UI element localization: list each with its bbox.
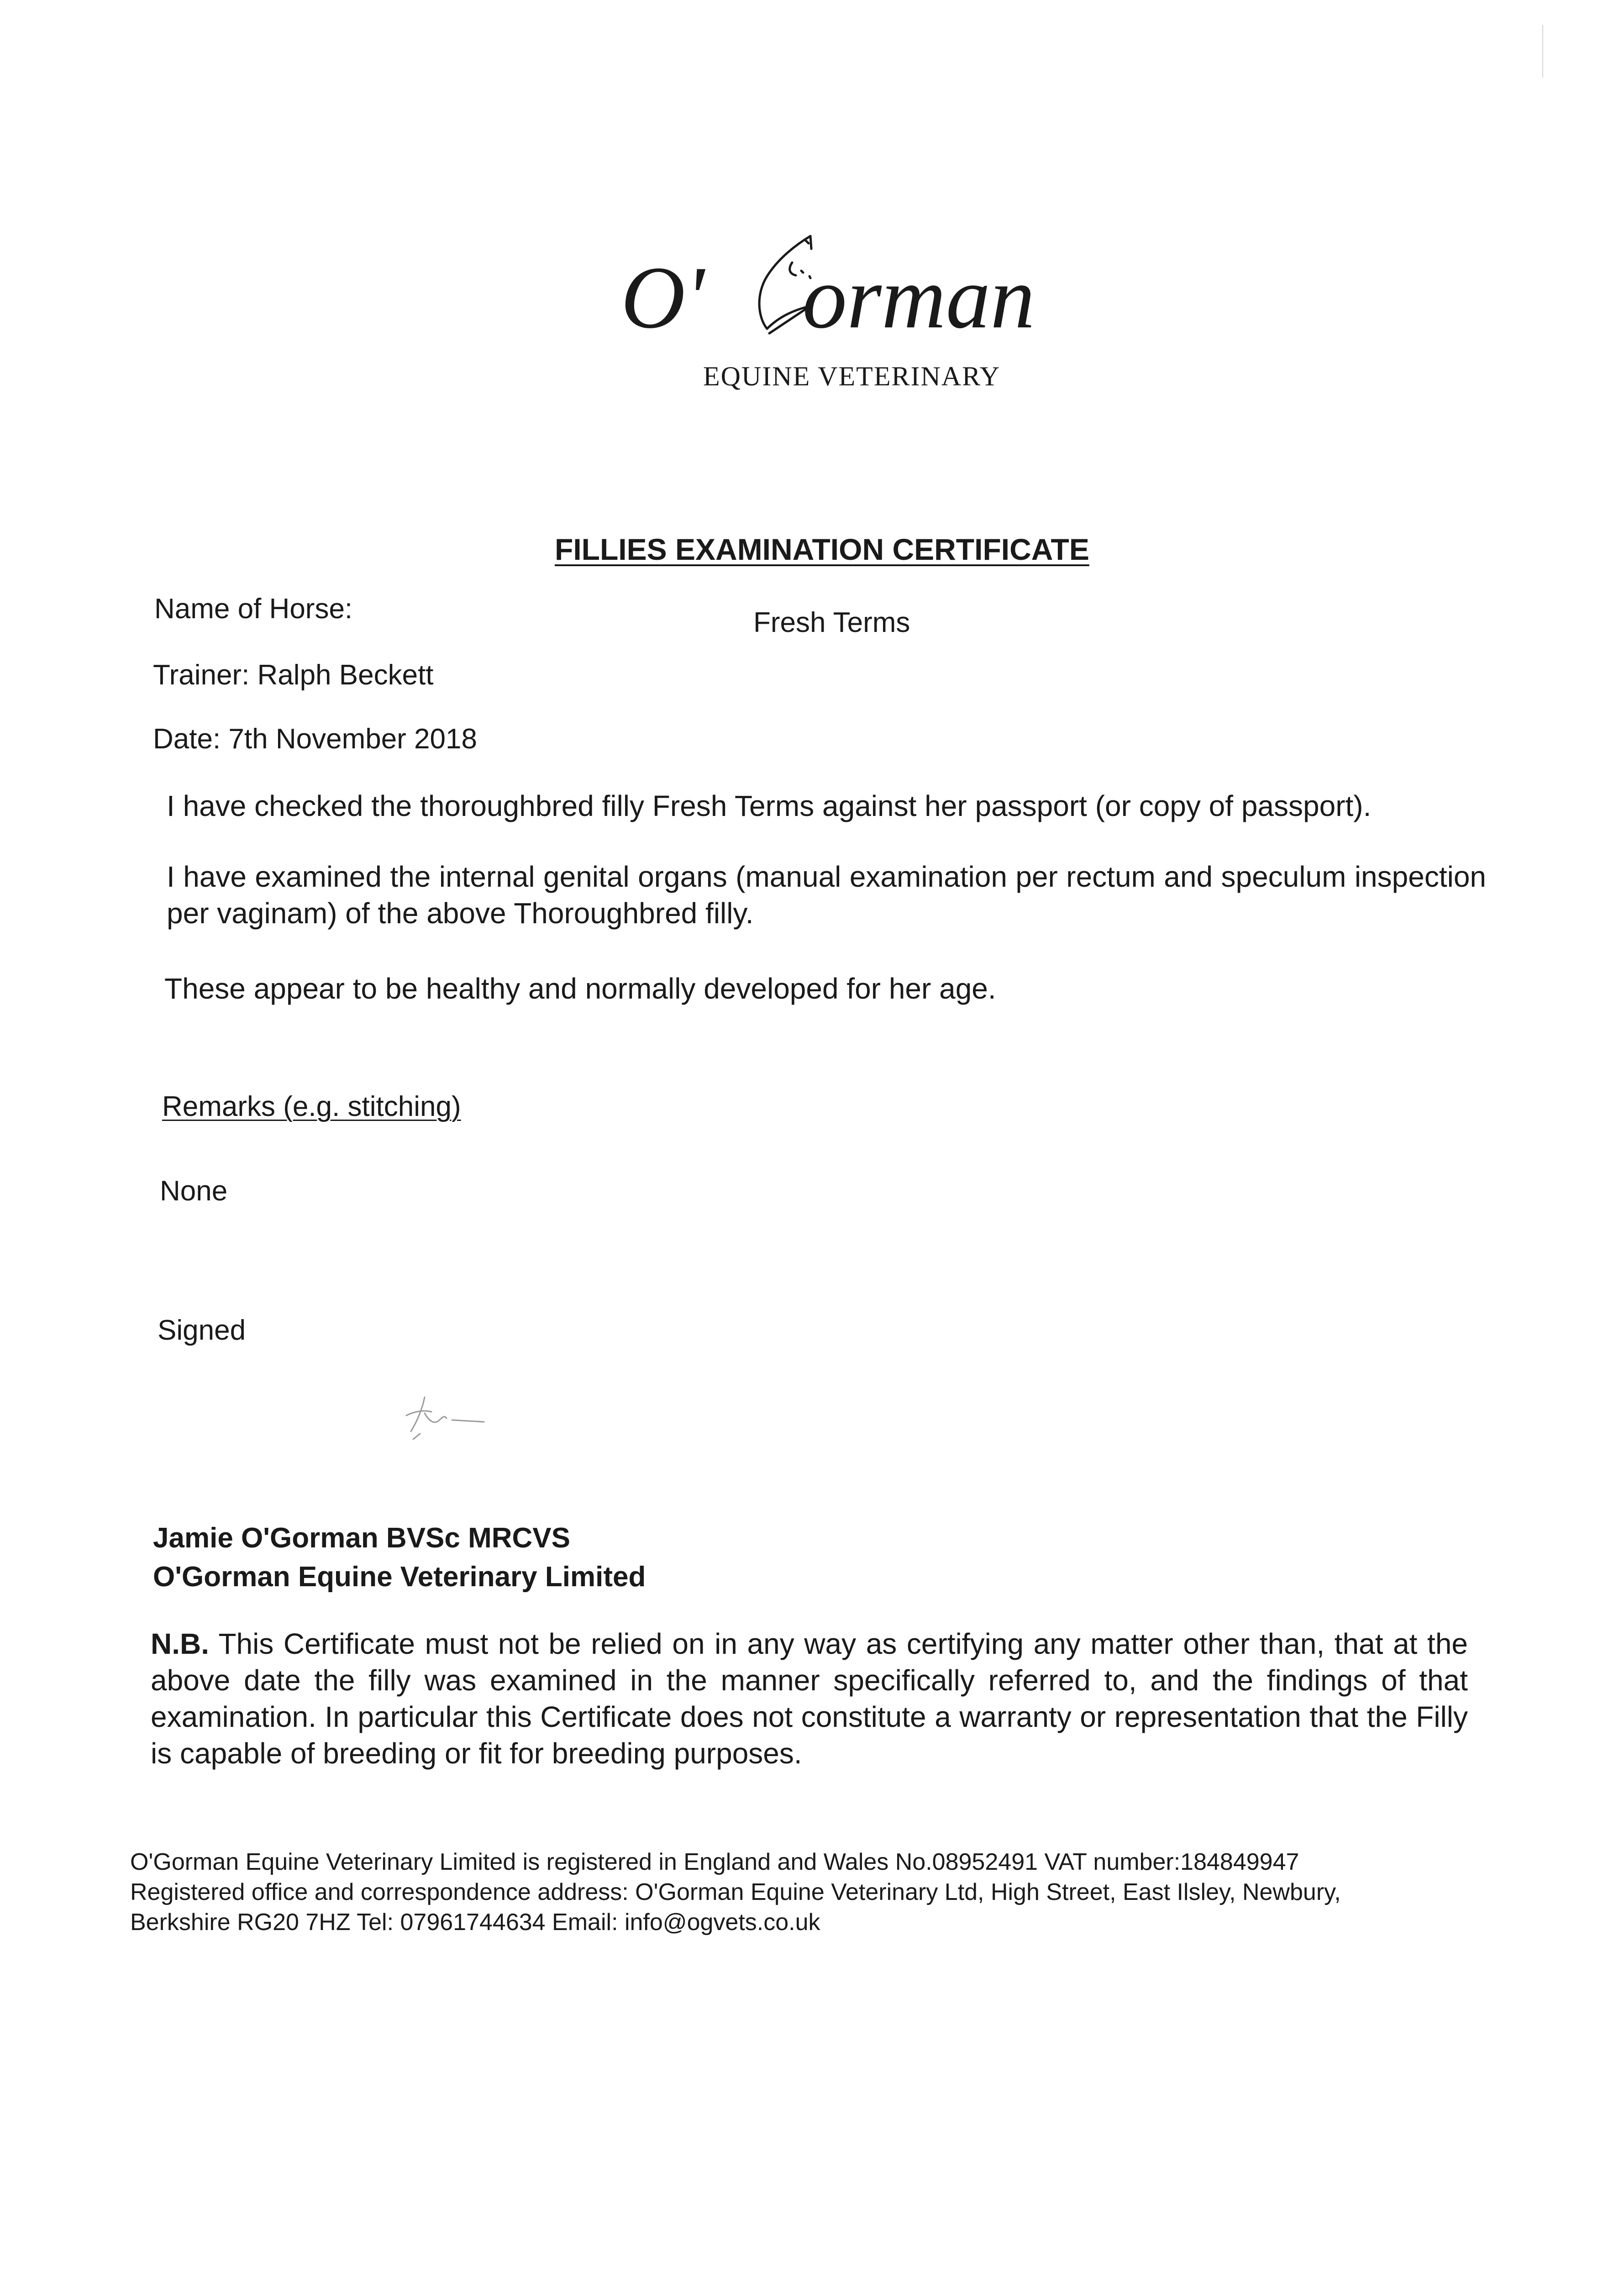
scan-edge-mark — [1542, 25, 1543, 78]
remarks-value: None — [160, 1175, 228, 1207]
footer-line-registration: O'Gorman Equine Veterinary Limited is registered in England and Wales No.08952491 VAT number:184849947 — [130, 1849, 1299, 1875]
brand-logo-text-left: O' — [621, 248, 704, 347]
date-line: Date: 7th November 2018 — [153, 723, 477, 755]
disclaimer-text: This Certificate must not be relied on in any way as certifying any matter other than, that at the above date the filly was examined in the manner specifically referred to, and the findings of that examination. In particular this Certificate does not constitute a warranty or representation that the Filly is capable of breeding or fit for breeding purposes. — [151, 1627, 1468, 1770]
trainer-line: Trainer: Ralph Beckett — [153, 659, 434, 691]
passport-check-paragraph: I have checked the thoroughbred filly Fresh Terms against her passport (or copy of passport). — [167, 789, 1372, 822]
horse-name-label: Name of Horse: — [154, 593, 353, 625]
certificate-title: FILLIES EXAMINATION CERTIFICATE — [555, 532, 1089, 566]
brand-logo-text-right: orman — [802, 248, 1035, 347]
handwritten-signature — [393, 1388, 502, 1443]
disclaimer-paragraph — [151, 1625, 1468, 1772]
examination-paragraph: I have examined the internal genital organs (manual examination per rectum and speculum inspection per vaginam) of the above Thoroughbred filly. — [167, 860, 1486, 930]
remarks-label: Remarks (e.g. stitching) — [162, 1091, 461, 1122]
disclaimer-label: N.B. — [151, 1627, 209, 1660]
registration-footer — [130, 1847, 1495, 1937]
signed-label: Signed — [158, 1315, 246, 1346]
horse-name-value: Fresh Terms — [753, 607, 910, 638]
footer-line-contact: Berkshire RG20 7HZ Tel: 07961744634 Email: info@ogvets.co.uk — [130, 1909, 820, 1936]
findings-paragraph: These appear to be healthy and normally developed for her age. — [164, 972, 996, 1005]
brand-subtitle: EQUINE VETERINARY — [703, 361, 1001, 391]
signer-company: O'Gorman Equine Veterinary Limited — [153, 1561, 646, 1593]
footer-line-address: Registered office and correspondence address: O'Gorman Equine Veterinary Ltd, High Street, East Ilsley, Newbury, — [130, 1879, 1341, 1905]
brand-logo-text — [621, 248, 1055, 347]
signer-name: Jamie O'Gorman BVSc MRCVS — [153, 1522, 571, 1554]
